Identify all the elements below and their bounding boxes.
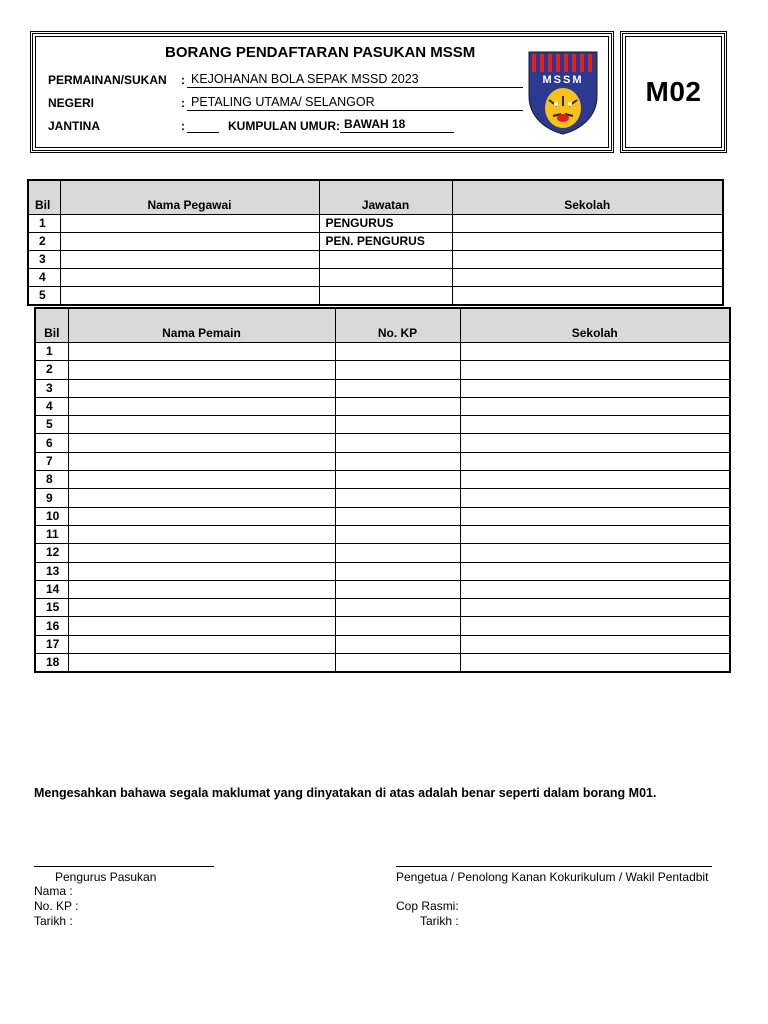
row-number: 5 bbox=[35, 416, 68, 434]
col-header-position: Jawatan bbox=[319, 180, 452, 215]
player-name-cell[interactable] bbox=[68, 434, 335, 452]
school-cell[interactable] bbox=[460, 617, 730, 635]
col-header-bil: Bil bbox=[28, 180, 60, 215]
row-number: 1 bbox=[35, 343, 68, 361]
school-cell[interactable] bbox=[460, 654, 730, 673]
school-cell[interactable] bbox=[460, 397, 730, 415]
ic-number-cell[interactable] bbox=[335, 635, 460, 653]
field-value-age-group[interactable]: BAWAH 18 bbox=[340, 117, 454, 133]
ic-number-cell[interactable] bbox=[335, 416, 460, 434]
row-number: 14 bbox=[35, 580, 68, 598]
ic-number-cell[interactable] bbox=[335, 654, 460, 673]
row-number: 4 bbox=[35, 397, 68, 415]
player-name-cell[interactable] bbox=[68, 507, 335, 525]
ic-number-cell[interactable] bbox=[335, 361, 460, 379]
player-name-cell[interactable] bbox=[68, 599, 335, 617]
school-cell[interactable] bbox=[452, 233, 723, 251]
player-row bbox=[35, 617, 730, 635]
school-cell[interactable] bbox=[460, 379, 730, 397]
player-name-cell[interactable] bbox=[68, 489, 335, 507]
row-number: 16 bbox=[35, 617, 68, 635]
signature-field-name: Nama : bbox=[34, 884, 73, 898]
col-header-school: Sekolah bbox=[452, 180, 723, 215]
row-number: 17 bbox=[35, 635, 68, 653]
player-row bbox=[35, 471, 730, 489]
player-row bbox=[35, 452, 730, 470]
officer-row bbox=[28, 251, 723, 269]
school-cell[interactable] bbox=[452, 215, 723, 233]
player-row bbox=[35, 361, 730, 379]
signature-field-date: Tarikh : bbox=[420, 914, 459, 928]
row-number: 7 bbox=[35, 452, 68, 470]
school-cell[interactable] bbox=[452, 269, 723, 287]
signature-field-ic: No. KP : bbox=[34, 899, 79, 913]
form-title: BORANG PENDAFTARAN PASUKAN MSSM bbox=[165, 44, 476, 61]
colon: : bbox=[181, 96, 185, 110]
player-name-cell[interactable] bbox=[68, 562, 335, 580]
player-name-cell[interactable] bbox=[68, 525, 335, 543]
signature-field-stamp: Cop Rasmi: bbox=[396, 899, 459, 913]
officer-row bbox=[28, 287, 723, 306]
officer-name-cell[interactable] bbox=[60, 287, 319, 306]
position-cell[interactable] bbox=[319, 251, 452, 269]
player-row bbox=[35, 397, 730, 415]
player-name-cell[interactable] bbox=[68, 379, 335, 397]
player-row bbox=[35, 654, 730, 673]
ic-number-cell[interactable] bbox=[335, 434, 460, 452]
row-number: 4 bbox=[28, 269, 60, 287]
ic-number-cell[interactable] bbox=[335, 379, 460, 397]
player-name-cell[interactable] bbox=[68, 617, 335, 635]
signature-line-manager[interactable] bbox=[34, 866, 214, 867]
row-number: 8 bbox=[35, 471, 68, 489]
officer-row bbox=[28, 215, 723, 233]
field-value-state[interactable]: PETALING UTAMA/ SELANGOR bbox=[187, 95, 523, 111]
school-cell[interactable] bbox=[460, 599, 730, 617]
ic-number-cell[interactable] bbox=[335, 525, 460, 543]
row-number: 9 bbox=[35, 489, 68, 507]
officers-table bbox=[27, 179, 724, 306]
ic-number-cell[interactable] bbox=[335, 397, 460, 415]
player-row bbox=[35, 544, 730, 562]
player-name-cell[interactable] bbox=[68, 544, 335, 562]
school-cell[interactable] bbox=[460, 343, 730, 361]
row-number: 15 bbox=[35, 599, 68, 617]
col-header-ic-number: No. KP bbox=[335, 308, 460, 343]
position-cell[interactable]: PEN. PENGURUS bbox=[319, 233, 452, 251]
school-cell[interactable] bbox=[452, 251, 723, 269]
ic-number-cell[interactable] bbox=[335, 562, 460, 580]
row-number: 2 bbox=[28, 233, 60, 251]
field-value-gender[interactable] bbox=[187, 117, 219, 133]
player-row bbox=[35, 525, 730, 543]
signature-line-principal[interactable] bbox=[396, 866, 712, 867]
colon: : bbox=[181, 73, 185, 87]
player-name-cell[interactable] bbox=[68, 416, 335, 434]
officers-header-row bbox=[28, 180, 723, 215]
school-cell[interactable] bbox=[460, 489, 730, 507]
field-label-age-group: KUMPULAN UMUR: bbox=[228, 119, 340, 133]
ic-number-cell[interactable] bbox=[335, 580, 460, 598]
officer-row bbox=[28, 233, 723, 251]
school-cell[interactable] bbox=[460, 471, 730, 489]
player-name-cell[interactable] bbox=[68, 635, 335, 653]
player-name-cell[interactable] bbox=[68, 654, 335, 673]
officer-name-cell[interactable] bbox=[60, 233, 319, 251]
school-cell[interactable] bbox=[460, 507, 730, 525]
colon: : bbox=[181, 119, 185, 133]
ic-number-cell[interactable] bbox=[335, 471, 460, 489]
player-row bbox=[35, 507, 730, 525]
player-name-cell[interactable] bbox=[68, 397, 335, 415]
logo-text: MSSM bbox=[542, 74, 584, 86]
col-header-school: Sekolah bbox=[460, 308, 730, 343]
ic-number-cell[interactable] bbox=[335, 507, 460, 525]
ic-number-cell[interactable] bbox=[335, 452, 460, 470]
col-header-bil: Bil bbox=[35, 308, 68, 343]
player-row bbox=[35, 562, 730, 580]
player-row bbox=[35, 580, 730, 598]
field-label-state: NEGERI bbox=[48, 96, 95, 110]
officer-name-cell[interactable] bbox=[60, 215, 319, 233]
row-number: 12 bbox=[35, 544, 68, 562]
confirmation-statement: Mengesahkan bahawa segala maklumat yang dinyatakan di atas adalah benar seperti dalam borang M01. bbox=[34, 786, 657, 800]
school-cell[interactable] bbox=[460, 562, 730, 580]
school-cell[interactable] bbox=[460, 434, 730, 452]
player-name-cell[interactable] bbox=[68, 343, 335, 361]
ic-number-cell[interactable] bbox=[335, 343, 460, 361]
player-row bbox=[35, 599, 730, 617]
player-row bbox=[35, 434, 730, 452]
form-code-box bbox=[620, 31, 727, 153]
row-number: 10 bbox=[35, 507, 68, 525]
signature-title-principal: Pengetua / Penolong Kanan Kokurikulum / Wakil Pentadbit bbox=[396, 870, 709, 884]
field-value-sport[interactable]: KEJOHANAN BOLA SEPAK MSSD 2023 bbox=[187, 72, 523, 88]
player-name-cell[interactable] bbox=[68, 361, 335, 379]
form-code: M02 bbox=[645, 76, 702, 107]
player-name-cell[interactable] bbox=[68, 452, 335, 470]
position-cell[interactable] bbox=[319, 269, 452, 287]
player-row bbox=[35, 343, 730, 361]
player-name-cell[interactable] bbox=[68, 580, 335, 598]
col-header-officer-name: Nama Pegawai bbox=[60, 180, 319, 215]
row-number: 6 bbox=[35, 434, 68, 452]
signature-title-manager: Pengurus Pasukan bbox=[55, 870, 157, 884]
school-cell[interactable] bbox=[460, 635, 730, 653]
officer-name-cell[interactable] bbox=[60, 251, 319, 269]
school-cell[interactable] bbox=[460, 416, 730, 434]
officer-name-cell[interactable] bbox=[60, 269, 319, 287]
ic-number-cell[interactable] bbox=[335, 544, 460, 562]
row-number: 1 bbox=[28, 215, 60, 233]
player-row bbox=[35, 416, 730, 434]
row-number: 2 bbox=[35, 361, 68, 379]
player-row bbox=[35, 635, 730, 653]
player-name-cell[interactable] bbox=[68, 471, 335, 489]
row-number: 5 bbox=[28, 287, 60, 306]
school-cell[interactable] bbox=[460, 361, 730, 379]
school-cell[interactable] bbox=[460, 580, 730, 598]
ic-number-cell[interactable] bbox=[335, 599, 460, 617]
players-table bbox=[34, 307, 731, 673]
row-number: 3 bbox=[35, 379, 68, 397]
school-cell[interactable] bbox=[452, 287, 723, 306]
position-cell[interactable]: PENGURUS bbox=[319, 215, 452, 233]
ic-number-cell[interactable] bbox=[335, 489, 460, 507]
row-number: 3 bbox=[28, 251, 60, 269]
row-number: 11 bbox=[35, 525, 68, 543]
player-row bbox=[35, 379, 730, 397]
officer-row bbox=[28, 269, 723, 287]
field-label-sport: PERMAINAN/SUKAN bbox=[48, 73, 167, 87]
ic-number-cell[interactable] bbox=[335, 617, 460, 635]
col-header-player-name: Nama Pemain bbox=[68, 308, 335, 343]
school-cell[interactable] bbox=[460, 525, 730, 543]
signature-field-date: Tarikh : bbox=[34, 914, 73, 928]
players-header-row bbox=[35, 308, 730, 343]
school-cell[interactable] bbox=[460, 452, 730, 470]
mssm-logo bbox=[527, 50, 599, 135]
position-cell[interactable] bbox=[319, 287, 452, 306]
school-cell[interactable] bbox=[460, 544, 730, 562]
player-row bbox=[35, 489, 730, 507]
row-number: 18 bbox=[35, 654, 68, 673]
row-number: 13 bbox=[35, 562, 68, 580]
field-label-gender: JANTINA bbox=[48, 119, 101, 133]
